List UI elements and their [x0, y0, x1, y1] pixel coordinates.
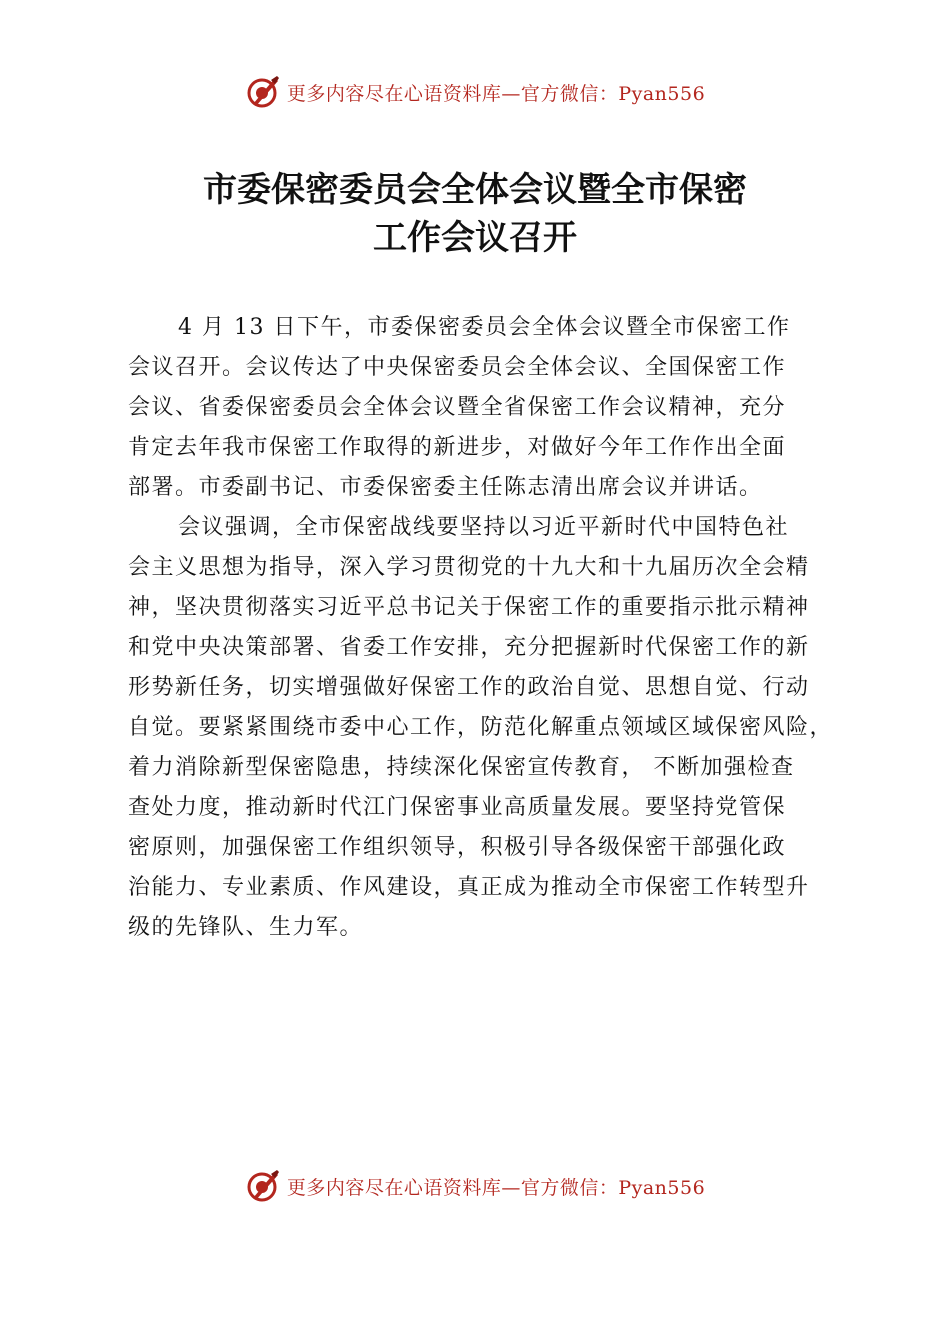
text-line: 神，坚决贯彻落实习近平总书记关于保密工作的重要指示批示精神 [128, 595, 810, 620]
paragraph [128, 508, 840, 948]
text-line: 治能力、专业素质、作风建设，真正成为推动全市保密工作转型升 [128, 875, 810, 900]
text-line: 密原则，加强保密工作组织领导，积极引导各级保密干部强化政 [128, 835, 787, 860]
text-line: 级的先锋队、生力军。 [128, 915, 364, 940]
text-line: 自觉。要紧紧围绕市委中心工作，防范化解重点领域区域保密风险， [128, 715, 834, 740]
text-line: 查处力度，推动新时代江门保密事业高质量发展。要坚持党管保 [128, 795, 787, 820]
text-line: 会议强调，全市保密战线要坚持以习近平新时代中国特色社 [178, 515, 790, 540]
article-body [128, 308, 840, 948]
text-line: 4 月 13 日下午，市委保密委员会全体会议暨全市保密工作 [178, 315, 791, 340]
text-line: 部署。市委副书记、市委保密委主任陈志清出席会议并讲话。 [128, 475, 763, 500]
title-line: 市委保密委员会全体会议暨全市保密 [203, 170, 747, 210]
text-line: 会主义思想为指导，深入学习贯彻党的十九大和十九届历次全会精 [128, 555, 810, 580]
title-line: 工作会议召开 [373, 218, 577, 258]
text-line: 着力消除新型保密隐患，持续深化保密宣传教育， 不断加强检查 [128, 755, 795, 780]
paragraph [128, 308, 840, 508]
page-title [0, 166, 950, 262]
footer-banner [0, 1166, 950, 1206]
header-banner [0, 72, 950, 112]
text-line: 肯定去年我市保密工作取得的新进步，对做好今年工作作出全面 [128, 435, 787, 460]
banner-text: 更多内容尽在心语资料库—官方微信：Pyan556 [286, 82, 706, 105]
text-line: 形势新任务，切实增强做好保密工作的政治自觉、思想自觉、行动 [128, 675, 810, 700]
banner-text: 更多内容尽在心语资料库—官方微信：Pyan556 [286, 1176, 706, 1199]
text-line: 会议、省委保密委员会全体会议暨全省保密工作会议精神，充分 [128, 395, 787, 420]
quill-seal-icon [245, 74, 281, 110]
text-line: 和党中央决策部署、省委工作安排，充分把握新时代保密工作的新 [128, 635, 810, 660]
quill-seal-icon [245, 1168, 281, 1204]
text-line: 会议召开。会议传达了中央保密委员会全体会议、全国保密工作 [128, 355, 787, 380]
